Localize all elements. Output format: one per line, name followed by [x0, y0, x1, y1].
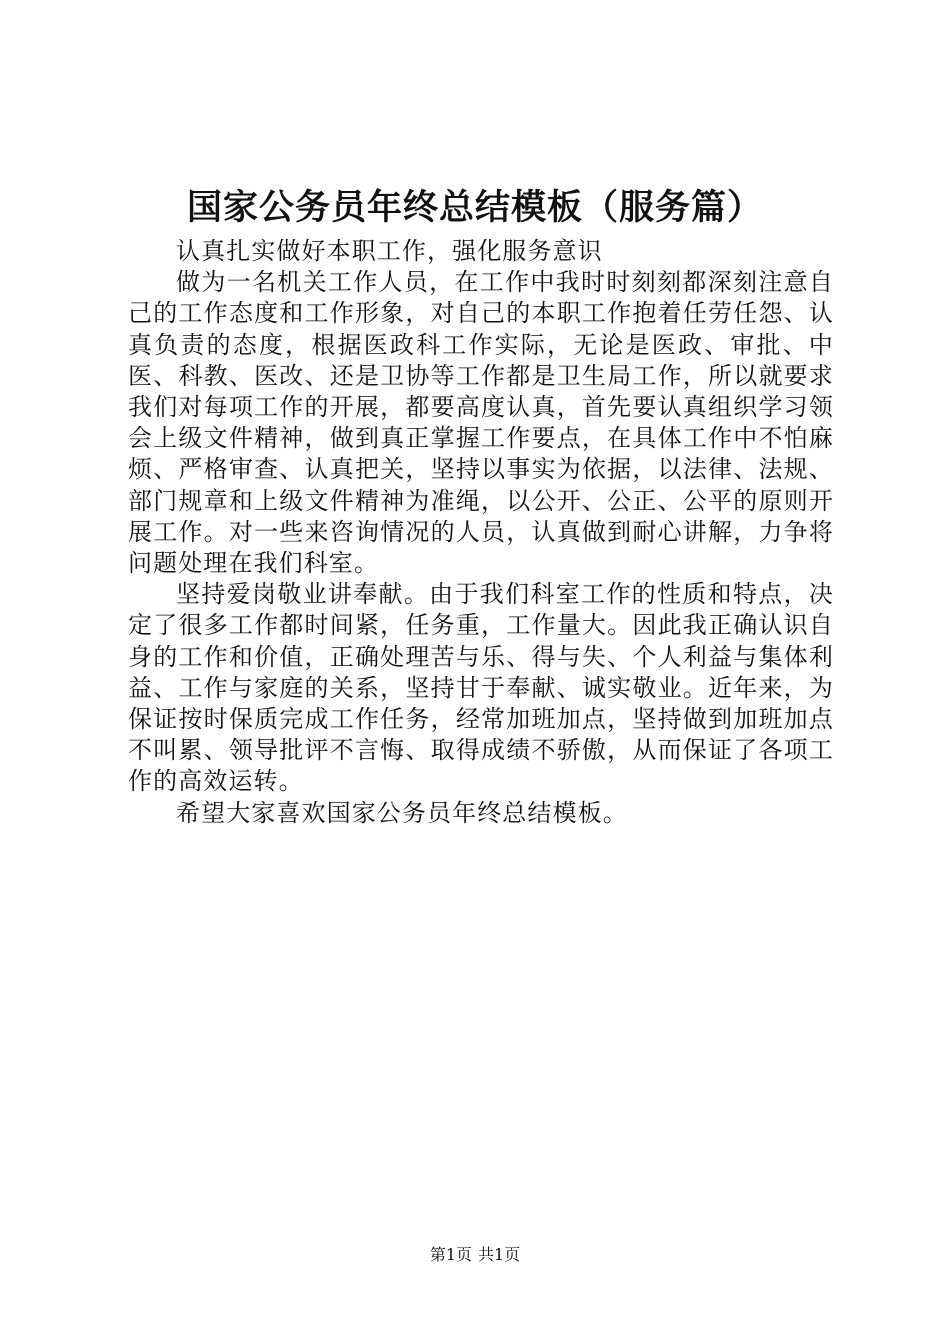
- page-number-current: 第1页: [429, 1245, 472, 1264]
- document-body: [128, 236, 834, 829]
- document-title: 国家公务员年终总结模板（服务篇）: [186, 187, 763, 228]
- paragraph-work-attitude: 做为一名机关工作人员，在工作中我时时刻刻都深刻注意自己的工作态度和工作形象，对自己的本职工作抱着任劳任怨、认真负责的态度，根据医政科工作实际，无论是医政、审批、中医、科教、医改、还是卫协等工作都是卫生局工作，所以就要求我们对每项工作的开展，都要高度认真，首先要认真组织学习领会上级文件精神，做到真正掌握工作要点，在具体工作中不怕麻烦、严格审查、认真把关，坚持以事实为依据，以法律、法规、部门规章和上级文件精神为准绳，以公开、公正、公平的原则开展工作。对一些来咨询情况的人员，认真做到耐心讲解，力争将问题处理在我们科室。: [128, 268, 834, 578]
- page-number-total: 共1页: [478, 1245, 521, 1264]
- paragraph-closing: 希望大家喜欢国家公务员年终总结模板。: [176, 798, 628, 827]
- page-footer: [0, 1244, 950, 1266]
- paragraph-subheading: 认真扎实做好本职工作，强化服务意识: [176, 237, 603, 265]
- paragraph-dedication: 坚持爱岗敬业讲奉献。由于我们科室工作的性质和特点，决定了很多工作都时间紧，任务重，工作量大。因此我正确认识自身的工作和价值，正确处理苦与乐、得与失、个人利益与集体利益、工作与家庭的关系，坚持甘于奉献、诚实敬业。近年来，为保证按时保质完成工作任务，经常加班加点，坚持做到加班加点不叫累、领导批评不言悔、取得成绩不骄傲，从而保证了各项工作的高效运转。: [128, 580, 834, 796]
